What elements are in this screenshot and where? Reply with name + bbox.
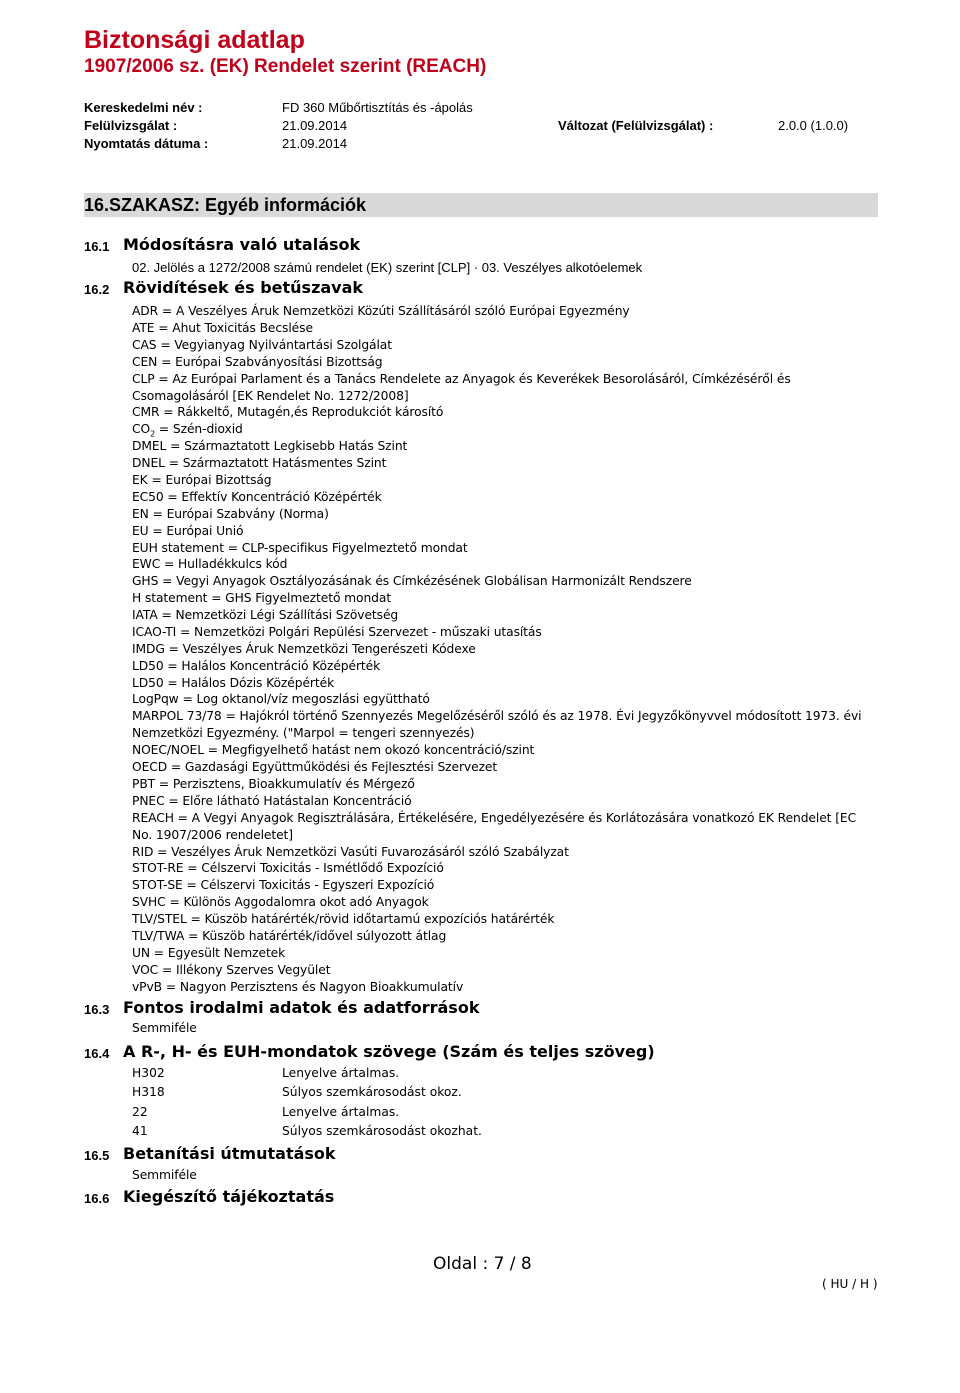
abbr-line: ADR = A Veszélyes Áruk Nemzetközi Közúti Szállításáról szóló Európai Egyezmény <box>132 304 630 318</box>
abbr-line: NOEC/NOEL = Megfigyelhető hatást nem okozó koncentráció/szint <box>132 743 535 757</box>
abbr-line: LD50 = Halálos Dózis Középérték <box>132 676 335 690</box>
abbr-line: VOC = Illékony Szerves Vegyület <box>132 963 331 977</box>
abbr-line: STOT-RE = Célszervi Toxicitás - Ismétlődő Expozíció <box>132 861 444 875</box>
h-text: Lenyelve ártalmas. <box>282 1066 400 1080</box>
revision-value: 21.09.2014 <box>282 118 348 133</box>
abbr-line: CLP = Az Európai Parlament és a Tanács Rendelete az Anyagok és Keverékek Besorolásáról, Címkézéséről és <box>132 372 791 386</box>
s166-number: 16.6 <box>84 1191 110 1206</box>
co2-subscript: 2 <box>150 429 156 439</box>
abbr-line: ICAO-TI = Nemzetközi Polgári Repülési Szervezet - műszaki utasítás <box>132 625 542 639</box>
abbr-line: UN = Egyesült Nemzetek <box>132 946 286 960</box>
co2-prefix: CO <box>132 422 151 436</box>
trade-name-label: Kereskedelmi név : <box>84 100 203 115</box>
abbr-line: Csomagolásáról [EK Rendelet No. 1272/2008] <box>132 389 409 403</box>
abbr-line: OECD = Gazdasági Együttműködési és Fejlesztési Szervezet <box>132 760 498 774</box>
h-code: H302 <box>132 1066 165 1080</box>
s165-title: Betanítási útmutatások <box>123 1144 336 1163</box>
abbr-line: CAS = Vegyianyag Nyilvántartási Szolgálat <box>132 338 392 352</box>
version-value: 2.0.0 (1.0.0) <box>778 118 849 133</box>
s161-text: 02. Jelölés a 1272/2008 számú rendelet (EK) szerint [CLP] · 03. Veszélyes alkotóelemek <box>132 260 643 275</box>
abbr-line: SVHC = Különös Aggodalomra okot adó Anyagok <box>132 895 429 909</box>
page-number: Oldal : 7 / 8 <box>433 1254 532 1274</box>
abbr-line: STOT-SE = Célszervi Toxicitás - Egyszeri Expozíció <box>132 878 435 892</box>
abbr-line: PNEC = Előre látható Hatástalan Koncentráció <box>132 794 412 808</box>
h-code: H318 <box>132 1085 165 1099</box>
abbr-line: RID = Veszélyes Áruk Nemzetközi Vasúti Fuvarozásáról szóló Szabályzat <box>132 845 569 859</box>
abbr-line: TLV/STEL = Küszöb határérték/rövid időtartamú expozíciós határérték <box>132 912 555 926</box>
abbr-line: Nemzetközi Egyezmény. ("Marpol = tengeri szennyezés) <box>132 726 475 740</box>
co2-rest: = Szén-dioxid <box>155 422 243 436</box>
h-code: 41 <box>132 1124 148 1138</box>
doc-subtitle: 1907/2006 sz. (EK) Rendelet szerint (REACH) <box>84 56 487 77</box>
s161-number: 16.1 <box>84 239 110 254</box>
abbr-line: EN = Európai Szabvány (Norma) <box>132 507 329 521</box>
abbr-line: EK = Európai Bizottság <box>132 473 272 487</box>
h-code: 22 <box>132 1105 148 1119</box>
abbr-line: CEN = Európai Szabványosítási Bizottság <box>132 355 383 369</box>
h-text: Súlyos szemkárosodást okozhat. <box>282 1124 482 1138</box>
s165-number: 16.5 <box>84 1148 110 1163</box>
s161-title: Módosításra való utalások <box>123 235 361 254</box>
s163-number: 16.3 <box>84 1002 110 1017</box>
abbr-line: TLV/TWA = Küszöb határérték/idővel súlyozott átlag <box>132 929 447 943</box>
abbr-line: EWC = Hulladékkulcs kód <box>132 557 288 571</box>
section-header-bar <box>84 193 878 217</box>
h-text: Súlyos szemkárosodást okoz. <box>282 1085 462 1099</box>
revision-label: Felülvizsgálat : <box>84 118 178 133</box>
s164-title: A R-, H- és EUH-mondatok szövege (Szám és teljes szöveg) <box>123 1042 655 1061</box>
abbr-line: MARPOL 73/78 = Hajókról történő Szennyezés Megelőzéséről szóló és az 1978. Évi Jegyzőkönyvvel módosított 1973. évi <box>132 709 862 723</box>
s166-title: Kiegészítő tájékoztatás <box>123 1187 335 1206</box>
abbr-line: IMDG = Veszélyes Áruk Nemzetközi Tengerészeti Kódexe <box>132 642 476 656</box>
abbr-line: EU = Európai Unió <box>132 524 244 538</box>
s163-title: Fontos irodalmi adatok és adatforrások <box>123 998 480 1017</box>
abbr-line-co2 <box>132 422 243 438</box>
s164-number: 16.4 <box>84 1046 110 1061</box>
abbr-line: vPvB = Nagyon Perzisztens és Nagyon Bioakkumulatív <box>132 980 464 994</box>
print-label: Nyomtatás dátuma : <box>84 136 209 151</box>
section-title: 16.SZAKASZ: Egyéb információk <box>84 195 367 215</box>
abbr-line: GHS = Vegyi Anyagok Osztályozásának és Címkézésének Globálisan Harmonizált Rendszere <box>132 574 692 588</box>
abbr-line: LogPqw = Log oktanol/víz megoszlási együttható <box>132 692 430 706</box>
abbr-line: PBT = Perzisztens, Bioakkumulatív és Mérgező <box>132 777 415 791</box>
trade-name-value: FD 360 Műbőrtisztítás és -ápolás <box>282 100 473 115</box>
language-code: ( HU / H ) <box>822 1277 878 1291</box>
abbr-line: EC50 = Effektív Koncentráció Középérték <box>132 490 382 504</box>
s162-title: Rövidítések és betűszavak <box>123 278 364 297</box>
h-text: Lenyelve ártalmas. <box>282 1105 400 1119</box>
abbr-line: H statement = GHS Figyelmeztető mondat <box>132 591 392 605</box>
abbr-line: ATE = Ahut Toxicitás Becslése <box>132 321 313 335</box>
s162-number: 16.2 <box>84 282 110 297</box>
abbr-line: CMR = Rákkeltő, Mutagén,és Reprodukciót károsító <box>132 405 444 419</box>
s165-text: Semmiféle <box>132 1168 197 1182</box>
abbr-line: DMEL = Származtatott Legkisebb Hatás Szint <box>132 439 408 453</box>
doc-title: Biztonsági adatlap <box>84 26 305 54</box>
abbr-line: DNEL = Származtatott Hatásmentes Szint <box>132 456 387 470</box>
abbr-line: IATA = Nemzetközi Légi Szállítási Szövetség <box>132 608 399 622</box>
abbr-line: No. 1907/2006 rendeletet] <box>132 828 293 842</box>
abbr-line: LD50 = Halálos Koncentráció Középérték <box>132 659 381 673</box>
version-label: Változat (Felülvizsgálat) : <box>558 118 714 133</box>
abbr-line: REACH = A Vegyi Anyagok Regisztrálására, Értékelésére, Engedélyezésére és Korlátozására vonatkozó EK Rendelet [EC <box>132 811 857 825</box>
s163-text: Semmiféle <box>132 1021 197 1035</box>
abbr-line: EUH statement = CLP-specifikus Figyelmeztető mondat <box>132 541 468 555</box>
print-value: 21.09.2014 <box>282 136 348 151</box>
